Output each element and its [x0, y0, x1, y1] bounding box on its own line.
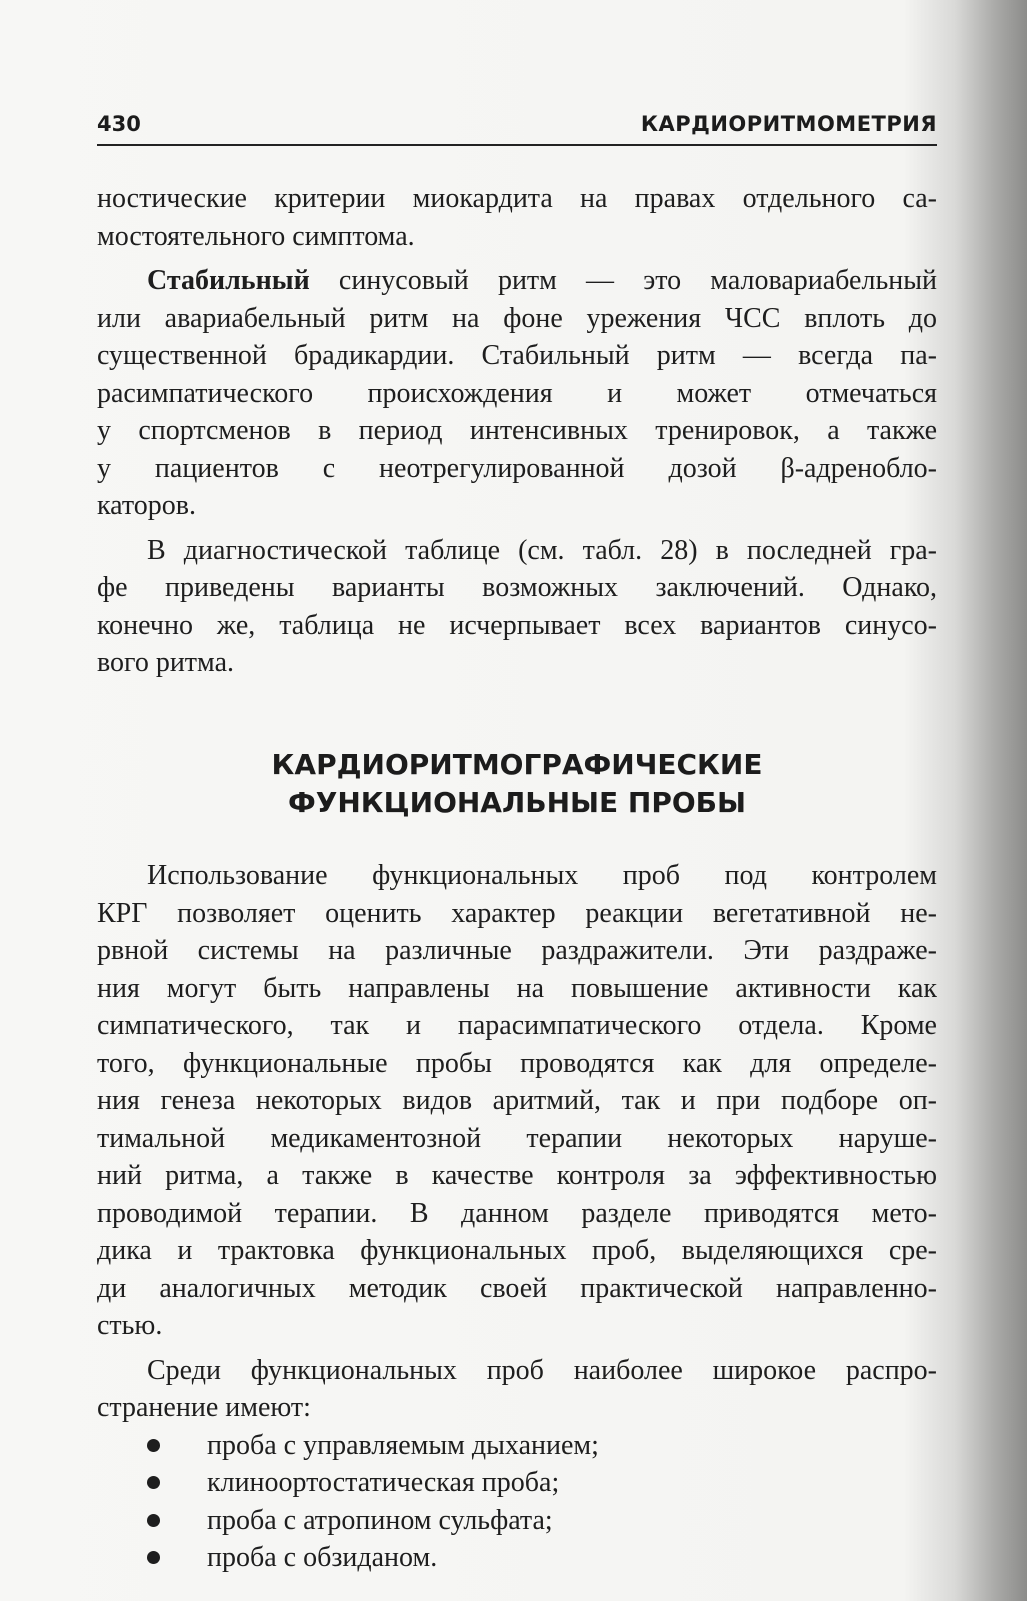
text-line: ностические критерии миокардита на правах отдельного са-: [97, 183, 937, 214]
term-stable: Стабильный: [147, 265, 310, 296]
text-line: Использование функциональных проб под контролем: [147, 860, 937, 891]
text-line: или авариабельный ритм на фоне урежения ЧСС вплоть до: [97, 302, 937, 334]
section-heading-line: КАРДИОРИТМОГРАФИЧЕСКИЕ: [271, 748, 763, 781]
text-block-top: [97, 180, 937, 682]
bullet-icon: [147, 1439, 160, 1452]
text-line: [97, 262, 937, 300]
paragraph-list-intro: [97, 1352, 937, 1427]
text-line: ний ритма, а также в качестве контроля за эффективностью: [97, 1160, 937, 1191]
text-line: В диагностической таблице (см. табл. 28) в последней гра-: [147, 534, 937, 566]
paragraph-table-note: [97, 532, 937, 682]
text-line: проводимой терапии. В данном разделе приводятся мето-: [97, 1197, 937, 1229]
text-line: мостоятельного симптома.: [97, 220, 415, 252]
section-heading: [97, 746, 937, 822]
paragraph-stable-rhythm: [97, 262, 937, 525]
paragraph-intro: [97, 180, 937, 255]
list-item-text: проба с обзиданом.: [207, 1542, 438, 1573]
list-item-text: проба с управляемым дыханием;: [207, 1429, 599, 1461]
text-line: у пациентов с неотрегулированной дозой β-адренобло-: [97, 452, 937, 484]
text-block-bottom: [97, 857, 937, 1577]
list-item: [97, 1502, 937, 1540]
text-line: тимальной медикаментозной терапии некоторых наруше-: [97, 1122, 937, 1154]
text-line: симпатического, так и парасимпатического отдела. Кроме: [97, 1010, 937, 1041]
text-line: того, функциональные пробы проводятся как для определе-: [97, 1047, 937, 1079]
text-line: странение имеют:: [97, 1392, 311, 1423]
page-number: 430: [97, 112, 141, 136]
text-line: у спортсменов в период интенсивных тренировок, а также: [97, 415, 937, 446]
text-line: существенной брадикардии. Стабильный ритм — всегда па-: [97, 340, 937, 371]
list-item-text: клиноортостатическая проба;: [207, 1467, 560, 1498]
list-item: [97, 1464, 937, 1502]
list-item: [97, 1539, 937, 1577]
text-line: каторов.: [97, 490, 196, 521]
text-line: вого ритма.: [97, 647, 234, 678]
text-line: Среди функциональных проб наиболее широкое распро-: [147, 1354, 937, 1386]
text-line: ди аналогичных методик своей практической направленно-: [97, 1272, 937, 1304]
bullet-icon: [147, 1476, 160, 1489]
text-line: КРГ позволяет оценить характер реакции вегетативной не-: [97, 897, 937, 929]
text-line: ния генеза некоторых видов аритмий, так и при подборе оп-: [97, 1085, 937, 1116]
paragraph-usage: [97, 857, 937, 1345]
text-fragment: синусовый ритм — это маловариабельный: [309, 265, 937, 296]
text-line: дика и трактовка функциональных проб, выделяющихся сре-: [97, 1235, 937, 1266]
bullet-icon: [147, 1551, 160, 1564]
text-line: конечно же, таблица не исчерпывает всех вариантов синусо-: [97, 609, 937, 641]
text-line: ния могут быть направлены на повышение активности как: [97, 972, 937, 1004]
text-line: фе приведены варианты возможных заключений. Однако,: [97, 572, 937, 603]
bullet-icon: [147, 1514, 160, 1527]
text-line: стью.: [97, 1310, 163, 1341]
test-list: [97, 1427, 937, 1577]
list-item: [97, 1427, 937, 1465]
section-heading-line: ФУНКЦИОНАЛЬНЫЕ ПРОБЫ: [287, 786, 747, 819]
list-item-text: проба с атропином сульфата;: [207, 1504, 553, 1536]
text-line: расимпатического происхождения и может отмечаться: [97, 377, 937, 409]
running-head: КАРДИОРИТМОМЕТРИЯ: [640, 112, 937, 136]
text-line: рвной системы на различные раздражители. Эти раздраже-: [97, 935, 937, 966]
page-header: [97, 104, 937, 146]
